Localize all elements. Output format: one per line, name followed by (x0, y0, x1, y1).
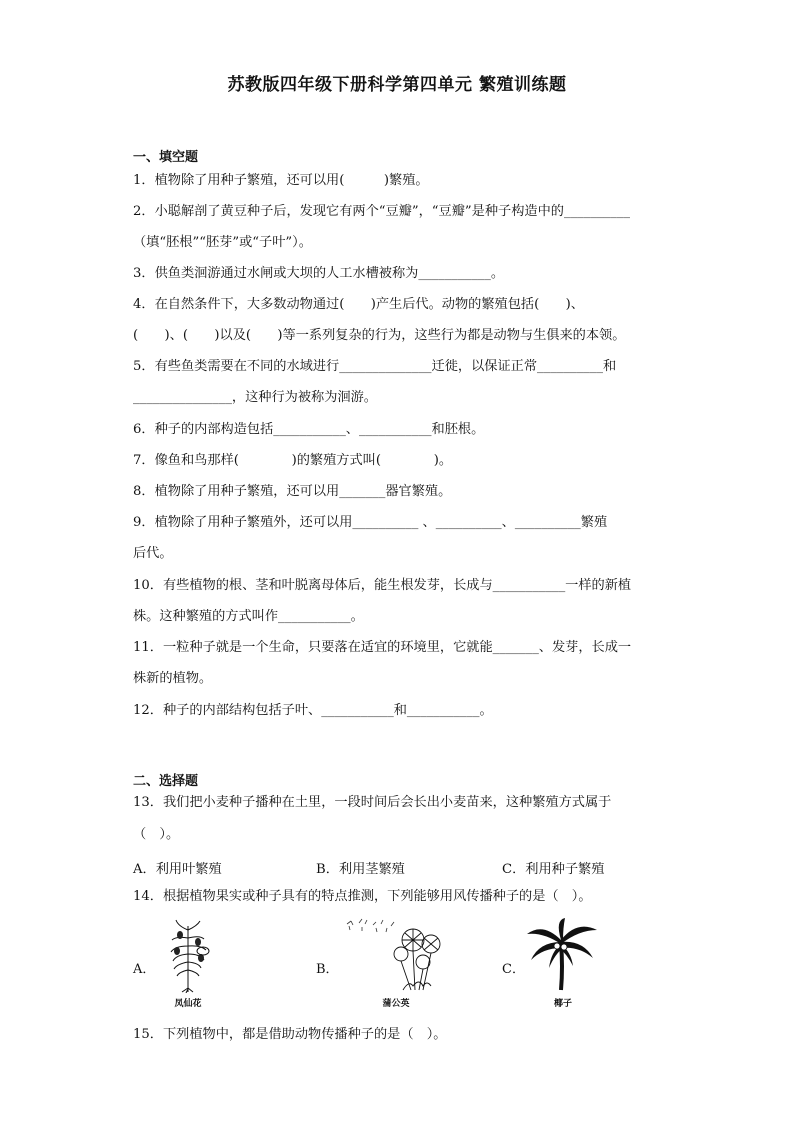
impatiens-plant-icon (163, 918, 213, 993)
question-line: ( )、( )以及( )等一系列复杂的行为，这些行为都是动物与生俱来的本领。 (133, 328, 626, 343)
section-fill-heading: 一、填空题 (133, 150, 199, 165)
question-line: 6．种子的内部构造包括___________、___________和胚根。 (133, 422, 485, 437)
coconut-palm-icon (523, 918, 603, 993)
question-line: （填“胚根”“胚芽”或“子叶”）。 (133, 235, 312, 250)
figure-caption: 凤仙花 (174, 999, 202, 1009)
q14-image-options (133, 918, 693, 1013)
question-line: _______________，这种行为被称为洄游。 (133, 390, 377, 405)
section-choice-heading: 二、选择题 (133, 774, 199, 789)
page-title: 苏教版四年级下册科学第四单元 繁殖训练题 (227, 75, 567, 95)
question-line: 10．有些植物的根、茎和叶脱离母体后，能生根发芽，长成与___________一样的新植 (133, 578, 632, 593)
question-line: 12．种子的内部结构包括子叶、___________和___________。 (133, 703, 493, 718)
figure-caption: 椰子 (553, 999, 572, 1009)
option-b[interactable]: B． (316, 962, 339, 977)
option-c[interactable]: C． (502, 962, 525, 977)
option-a[interactable]: A．利用叶繁殖 (133, 862, 222, 877)
question-line: 1．植物除了用种子繁殖，还可以用( )繁殖。 (133, 173, 429, 188)
question-line: 9．植物除了用种子繁殖外，还可以用__________ 、__________、__________繁殖 (133, 515, 608, 530)
question-line: 14．根据植物果实或种子具有的特点推测，下列能够用风传播种子的是（ ）。 (133, 889, 592, 904)
question-line: 株新的植物。 (133, 671, 213, 686)
question-line: 5．有些鱼类需要在不同的水域进行______________迁徙，以保证正常__________和 (133, 359, 617, 374)
question-line: 4．在自然条件下，大多数动物通过( )产生后代。动物的繁殖包括( )、 (133, 297, 584, 312)
dandelion-icon (343, 918, 458, 993)
question-line: （ ）。 (133, 827, 180, 842)
option-a[interactable]: A． (133, 962, 156, 977)
question-line: 2．小聪解剖了黄豆种子后，发现它有两个“豆瓣”，“豆瓣”是种子构造中的__________ (133, 204, 630, 219)
figure-caption: 蒲公英 (382, 999, 410, 1009)
question-line: 3．供鱼类洄游通过水闸或大坝的人工水槽被称为___________。 (133, 266, 505, 281)
question-line: 8．植物除了用种子繁殖，还可以用_______器官繁殖。 (133, 484, 452, 499)
question-line: 15．下列植物中，都是借助动物传播种子的是（ ）。 (133, 1027, 447, 1042)
question-line: 7．像鱼和鸟那样( )的繁殖方式叫( )。 (133, 453, 453, 468)
question-line: 13．我们把小麦种子播种在土里，一段时间后会长出小麦苗来，这种繁殖方式属于 (133, 795, 612, 810)
option-b[interactable]: B．利用茎繁殖 (316, 862, 405, 877)
question-line: 后代。 (133, 546, 173, 561)
question-line: 株。这种繁殖的方式叫作___________。 (133, 609, 364, 624)
option-c[interactable]: C．利用种子繁殖 (502, 862, 605, 877)
question-line: 11．一粒种子就是一个生命，只要落在适宜的环境里，它就能_______、发芽，长成一 (133, 640, 632, 655)
